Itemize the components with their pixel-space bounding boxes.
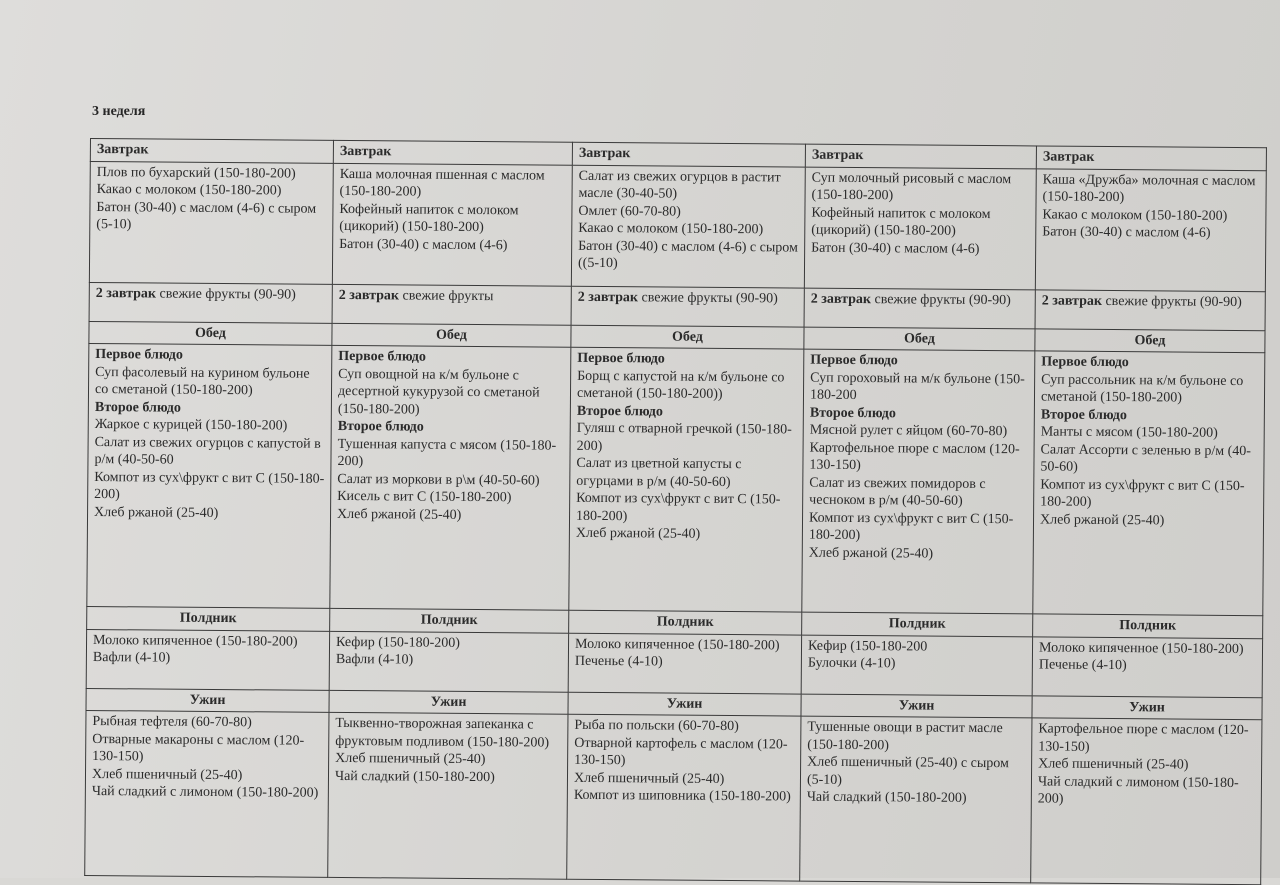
afternoon-row-cell (568, 633, 801, 694)
breakfast-item: Батон (30-40) с маслом (4-6) (811, 240, 980, 257)
breakfast-item: Батон (30-40) с маслом (4-6) (339, 236, 508, 253)
breakfast-row-cell (332, 163, 572, 286)
breakfast-row-cell (804, 167, 1036, 290)
breakfast-header-cell: Завтрак (805, 144, 1036, 168)
second-breakfast-item: свежие фрукты (90-90) (641, 289, 778, 306)
second-course-item: Салат из свежих огурцов с капустой в р/м (40-50-60 (94, 434, 321, 468)
second-breakfast-row-cell (89, 282, 332, 323)
dinner-item: Рыбная тефтеля (60-70-80) (92, 714, 252, 731)
second-breakfast-item: свежие фрукты (90-90) (1105, 293, 1242, 310)
breakfast-item: Батон (30-40) с маслом (4-6) с сыром (96, 199, 317, 217)
dinner-item: Чай сладкий (150-180-200) (334, 768, 495, 785)
breakfast-item: Батон (30-40) с маслом (4-6) с сыром ((5-10) (577, 238, 798, 272)
breakfast-header-cell: Завтрак (572, 142, 805, 166)
second-course-label: Второе блюдо (576, 403, 663, 420)
lunch-row-cell (87, 343, 332, 608)
second-course-item: Салат из свежих помидоров с чесноком в р/м (40-50-60) (809, 475, 986, 509)
dinner-item: Чай сладкий (150-180-200) (806, 789, 967, 806)
second-course-item: Картофельное пюре с маслом (120-130-150) (809, 440, 1020, 474)
second-breakfast-row-cell (332, 284, 571, 325)
lunch-header-cell: Обед (332, 323, 571, 347)
dinner-header-cell: Ужин (801, 694, 1032, 718)
afternoon-item: Печенье (4-10) (1038, 657, 1127, 674)
menu-sheet (84, 138, 1266, 885)
lunch-header-cell: Обед (1035, 328, 1265, 352)
afternoon-header-cell: Полдник (87, 606, 330, 630)
second-course-item: Компот из сух\фрукт с вит С (150-180-200) (808, 510, 1014, 544)
first-course-item: Суп рассольник на к/м бульоне со сметаной (150-180-200) (1040, 371, 1244, 406)
breakfast-item: Салат из свежих огурцов в растит масле (30-40-50) (578, 168, 781, 202)
first-course-label: Первое блюдо (338, 348, 426, 365)
afternoon-header-cell: Полдник (569, 610, 802, 634)
afternoon-header-cell: Полдник (802, 612, 1033, 636)
second-course-label: Второе блюдо (809, 405, 896, 421)
second-breakfast-item: свежие фрукты (402, 287, 494, 304)
second-course-item: Салат из цветной капусты с огурцами в р/м (40-50-60) (576, 455, 742, 490)
second-course-item: Компот из сух\фрукт с вит С (150-180-200) (575, 490, 781, 524)
afternoon-item: Вафли (4-10) (92, 650, 171, 666)
first-course-item: Суп фасолевый на курином бульоне со сметаной (150-180-200) (94, 364, 310, 399)
afternoon-item: Молоко кипяченное (150-180-200) (1038, 639, 1244, 657)
afternoon-row (86, 629, 1262, 697)
dinner-row-cell (1031, 718, 1262, 885)
second-breakfast-label: 2 завтрак (1041, 292, 1103, 309)
lunch-header-cell: Обед (571, 325, 804, 349)
page-title: 3 неделя (92, 104, 146, 119)
dinner-item: Чай сладкий с лимоном (150-180-200) (1037, 773, 1239, 807)
second-course-item: Хлеб ржаной (25-40) (94, 504, 219, 521)
first-course-item: (150-180-200) (337, 401, 420, 418)
second-course-item: Хлеб ржаной (25-40) (575, 525, 701, 542)
second-breakfast-row-cell (804, 288, 1035, 329)
breakfast-item: Батон (30-40) с маслом (4-6) (1042, 224, 1211, 241)
afternoon-row-cell (1032, 636, 1262, 697)
second-breakfast-label: 2 завтрак (577, 289, 639, 305)
breakfast-header-cell: Завтрак (1036, 146, 1266, 170)
lunch-row-cell (569, 347, 804, 612)
breakfast-header-cell: Завтрак (333, 140, 572, 164)
dinner-item: Хлеб пшеничный (25-40) (335, 750, 486, 768)
breakfast-header-cell: Завтрак (90, 139, 333, 163)
dinner-header-cell: Ужин (568, 692, 801, 716)
afternoon-item: Молоко кипяченное (150-180-200) (574, 636, 780, 653)
second-course-item: Хлеб ржаной (25-40) (336, 506, 462, 523)
breakfast-item: Плов по бухарский (150-180-200) (96, 164, 296, 182)
first-course-label: Первое блюдо (810, 352, 898, 369)
breakfast-item: Какао с молоком (150-180-200) (1042, 206, 1228, 224)
lunch-row-cell (1033, 351, 1265, 616)
dinner-item: Тыквенно-творожная запеканка с фруктовым подливом (150-180-200) (335, 715, 550, 751)
afternoon-header-cell: Полдник (330, 608, 569, 632)
second-course-label: Второе блюдо (337, 418, 424, 435)
breakfast-item: Какао с молоком (150-180-200) (96, 182, 282, 199)
second-course-item: Компот из сух\фрукт с вит С (150-180-200) (94, 469, 325, 503)
second-course-item: Жаркое с курицей (150-180-200) (94, 417, 288, 434)
dinner-item: Отварные макароны с маслом (120-130-150) (92, 731, 305, 765)
second-course-item: Хлеб ржаной (25-40) (808, 545, 934, 562)
second-breakfast-item: свежие фрукты (90-90) (874, 291, 1011, 308)
second-breakfast-label: 2 завтрак (95, 285, 157, 302)
afternoon-header-cell: Полдник (1033, 614, 1263, 638)
first-course-item: Суп гороховый на м/к бульоне (150-180-200 (809, 370, 1025, 404)
afternoon-item: Булочки (4-10) (807, 655, 896, 672)
second-breakfast-row-cell (571, 286, 804, 327)
breakfast-item: Каша молочная пшенная с маслом (150-180-200) (339, 166, 545, 200)
lunch-row-cell (330, 345, 571, 610)
breakfast-item: Какао с молоком (150-180-200) (578, 220, 764, 238)
breakfast-row-cell (89, 161, 333, 284)
dinner-header-cell: Ужин (1032, 695, 1262, 719)
second-breakfast-row-cell (1035, 289, 1265, 330)
breakfast-item: Кофейный напиток с молоком (цикорий) (150-180-200) (339, 201, 519, 236)
dinner-item: Тушенные овощи в растит масле (150-180-200) (807, 719, 1003, 753)
dinner-item: Хлеб пшеничный (25-40) (573, 770, 725, 787)
second-course-label: Второе блюдо (1040, 406, 1127, 423)
breakfast-row-cell (1035, 168, 1266, 291)
afternoon-row-cell (329, 631, 568, 692)
second-course-item: Салат из моркови в р\м (40-50-60) (337, 471, 540, 489)
dinner-item: Картофельное пюре с маслом (120-130-150) (1038, 721, 1249, 755)
afternoon-row-cell (86, 629, 329, 690)
afternoon-item: Молоко кипяченное (150-180-200) (92, 632, 298, 650)
breakfast-item: (5-10) (96, 217, 132, 233)
second-course-item: Компот из сух\фрукт с вит С (150-180-200) (1040, 476, 1245, 510)
dinner-row-cell (328, 712, 568, 879)
breakfast-row-cell (571, 165, 805, 288)
dinner-item: Хлеб пшеничный (25-40) (1038, 756, 1189, 773)
menu-table (84, 138, 1267, 885)
dinner-item: Чай сладкий с лимоном (150-180-200) (91, 784, 319, 801)
second-course-item: Гуляш с отварной гречкой (150-180-200) (576, 420, 792, 454)
second-course-item: Тушенная капуста с мясом (150-180-200) (337, 436, 557, 470)
first-course-label: Первое блюдо (577, 350, 665, 367)
second-course-item: Мясной рулет с яйцом (60-70-80) (809, 422, 1008, 440)
afternoon-row-cell (801, 635, 1032, 696)
breakfast-row (89, 161, 1266, 291)
dinner-item: Хлеб пшеничный (25-40) с сыром (5-10) (806, 754, 1009, 788)
breakfast-item: Каша «Дружба» молочная с маслом (150-180-200) (1042, 171, 1256, 206)
lunch-row-cell (802, 349, 1035, 614)
first-course-label: Первое блюдо (1041, 354, 1129, 371)
dinner-header-cell: Ужин (86, 688, 329, 712)
lunch-header-cell: Обед (804, 327, 1035, 351)
dinner-header-cell: Ужин (329, 690, 568, 714)
dinner-item: Компот из шиповника (150-180-200) (573, 787, 791, 805)
first-course-label: Первое блюдо (95, 347, 183, 363)
second-course-item: Хлеб ржаной (25-40) (1039, 511, 1165, 528)
lunch-header-cell: Обед (89, 321, 332, 345)
afternoon-item: Печенье (4-10) (574, 653, 663, 670)
second-course-item: Салат Ассорти с зеленью в р/м (40-50-60) (1040, 441, 1252, 475)
dinner-row-cell (800, 716, 1032, 883)
first-course-item: Борщ с капустой на к/м бульоне со сметаной (150-180-200)) (576, 368, 785, 402)
second-course-label: Второе блюдо (94, 399, 181, 416)
dinner-row (85, 710, 1262, 884)
menu-table-body (85, 139, 1267, 885)
dinner-row-cell (85, 710, 329, 877)
breakfast-item: Суп молочный рисовый с маслом (150-180-200) (811, 170, 1012, 204)
afternoon-item: Вафли (4-10) (335, 651, 414, 668)
second-breakfast-label: 2 завтрак (810, 291, 872, 307)
second-breakfast-item: свежие фрукты (90-90) (159, 286, 296, 303)
dinner-item: Рыба по польски (60-70-80) (574, 717, 739, 735)
first-course-item: Суп овощной на к/м бульоне с десертной кукурузой со сметаной (337, 366, 540, 401)
second-course-item: Манты с мясом (150-180-200) (1040, 424, 1218, 441)
afternoon-item: Кефир (150-180-200 (807, 638, 928, 655)
breakfast-item: Омлет (60-70-80) (578, 203, 681, 220)
dinner-item: Отварной картофель с маслом (120-130-150) (574, 735, 788, 769)
lunch-row (87, 343, 1265, 615)
breakfast-item: Кофейный напиток с молоком (цикорий) (150-180-200) (811, 205, 991, 239)
dinner-row-cell (567, 714, 801, 881)
afternoon-item: Кефир (150-180-200) (335, 634, 461, 651)
dinner-item: Хлеб пшеничный (25-40) (91, 766, 243, 783)
second-breakfast-label: 2 завтрак (338, 287, 400, 303)
second-course-item: Кисель с вит С (150-180-200) (337, 488, 512, 506)
